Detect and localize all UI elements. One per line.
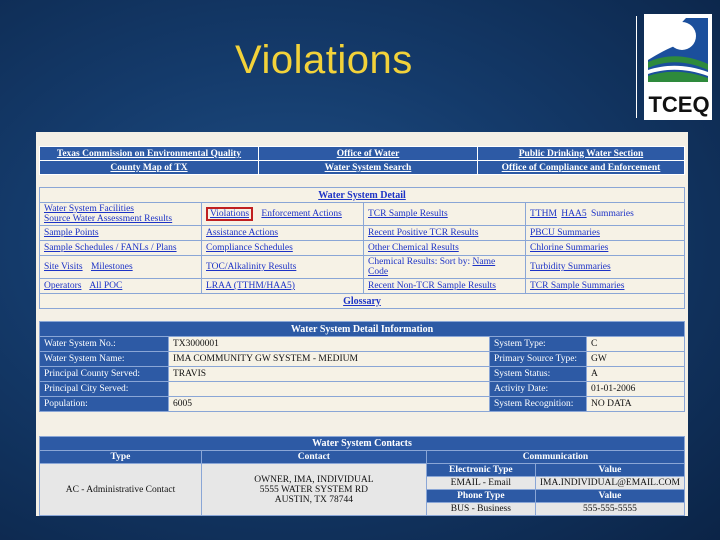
nav-office-of-water-link[interactable]: Office of Water (259, 147, 478, 161)
email-value: IMA.INDIVIDUAL@EMAIL.COM (535, 477, 684, 490)
link-sample-points[interactable]: Sample Points (40, 226, 202, 241)
info-label: Activity Date: (490, 382, 587, 397)
info-value: GW (587, 352, 685, 367)
link-sort-code[interactable]: Code (368, 267, 389, 277)
table-row (40, 337, 685, 352)
link-tcr-sample-summaries[interactable]: TCR Sample Summaries (526, 279, 685, 294)
nav-county-map-link[interactable]: County Map of TX (40, 161, 259, 175)
link-sample-schedules[interactable]: Sample Schedules / FANLs / Plans (40, 241, 202, 256)
link-violations[interactable]: Violations (206, 207, 253, 221)
phone-value: 555-555-5555 (535, 503, 684, 516)
info-label: Water System Name: (40, 352, 169, 367)
info-label: Population: (40, 397, 169, 412)
detail-cell-chemical-results (364, 256, 526, 279)
detail-cell-violations (202, 203, 364, 226)
nav-pdws-link[interactable]: Public Drinking Water Section (478, 147, 685, 161)
link-assistance-actions[interactable]: Assistance Actions (202, 226, 364, 241)
link-glossary[interactable]: Glossary (40, 294, 685, 309)
info-value: TX3000001 (169, 337, 490, 352)
contact-details (201, 464, 426, 516)
info-label: Principal County Served: (40, 367, 169, 382)
info-value: C (587, 337, 685, 352)
info-label: System Type: (490, 337, 587, 352)
detail-information-table (39, 321, 685, 412)
contact-city: AUSTIN, TX 78744 (274, 494, 353, 505)
detail-cell-summaries (526, 203, 685, 226)
link-water-system-facilities[interactable]: Water System Facilities (44, 204, 134, 214)
nav-compliance-enforcement-link[interactable]: Office of Compliance and Enforcement (478, 161, 685, 175)
top-nav (39, 146, 685, 175)
screenshot-panel (36, 132, 688, 516)
info-value: TRAVIS (169, 367, 490, 382)
link-haa5[interactable]: HAA5 (561, 209, 587, 219)
summaries-label: Summaries (591, 209, 634, 219)
phone-type-header: Phone Type (426, 490, 535, 503)
chemical-results-label: Chemical Results: Sort by: (368, 257, 471, 267)
phone-type: BUS - Business (426, 503, 535, 516)
info-value: A (587, 367, 685, 382)
slide-title: Violations (235, 38, 413, 82)
info-value: IMA COMMUNITY GW SYSTEM - MEDIUM (169, 352, 490, 367)
detail-cell-operators (40, 279, 202, 294)
phone-value-header: Value (535, 490, 684, 503)
contact-address: 5555 WATER SYSTEM RD (259, 484, 369, 495)
nav-water-system-search-link[interactable]: Water System Search (259, 161, 478, 175)
info-value: 01-01-2006 (587, 382, 685, 397)
col-type-header: Type (40, 451, 202, 464)
link-enforcement-actions[interactable]: Enforcement Actions (261, 209, 342, 219)
info-label: System Status: (490, 367, 587, 382)
contact-type: AC - Administrative Contact (40, 464, 202, 516)
value-header: Value (535, 464, 684, 477)
link-tthm[interactable]: TTHM (530, 209, 557, 219)
logo-divider (636, 16, 637, 118)
nav-tceq-link[interactable]: Texas Commission on Environmental Quality (40, 147, 259, 161)
contacts-table (39, 436, 685, 516)
link-other-chemical-results[interactable]: Other Chemical Results (364, 241, 526, 256)
info-value: 6005 (169, 397, 490, 412)
link-chlorine-summaries[interactable]: Chlorine Summaries (526, 241, 685, 256)
link-turbidity-summaries[interactable]: Turbidity Summaries (526, 256, 685, 279)
link-milestones[interactable]: Milestones (90, 262, 133, 272)
table-row (40, 397, 685, 412)
tceq-logo (644, 14, 712, 120)
link-lraa[interactable]: LRAA (TTHM/HAA5) (202, 279, 364, 294)
water-system-detail-links (39, 187, 685, 309)
contact-name: OWNER, IMA, INDIVIDUAL (254, 474, 374, 485)
info-value: NO DATA (587, 397, 685, 412)
detail-cell-site-visits (40, 256, 202, 279)
info-header: Water System Detail Information (40, 322, 685, 337)
detail-cell-facilities (40, 203, 202, 226)
link-operators[interactable]: Operators (44, 281, 82, 291)
link-recent-positive-tcr[interactable]: Recent Positive TCR Results (364, 226, 526, 241)
link-recent-non-tcr[interactable]: Recent Non-TCR Sample Results (364, 279, 526, 294)
info-label: Water System No.: (40, 337, 169, 352)
info-label: System Recognition: (490, 397, 587, 412)
link-pbcu-summaries[interactable]: PBCU Summaries (526, 226, 685, 241)
detail-header: Water System Detail (40, 188, 685, 203)
link-source-water-assessment[interactable]: Source Water Assessment Results (44, 214, 173, 224)
link-all-poc[interactable]: All POC (89, 281, 123, 291)
logo-text: TCEQ (648, 92, 710, 117)
link-toc-alkalinity[interactable]: TOC/Alkalinity Results (202, 256, 364, 279)
link-tcr-sample-results[interactable]: TCR Sample Results (364, 203, 526, 226)
electronic-type-header: Electronic Type (426, 464, 535, 477)
link-compliance-schedules[interactable]: Compliance Schedules (202, 241, 364, 256)
info-label: Principal City Served: (40, 382, 169, 397)
info-value (169, 382, 490, 397)
col-communication-header: Communication (426, 451, 684, 464)
link-site-visits[interactable]: Site Visits (44, 262, 83, 272)
info-label: Primary Source Type: (490, 352, 587, 367)
electronic-type: EMAIL - Email (426, 477, 535, 490)
table-row (40, 382, 685, 397)
table-row (40, 352, 685, 367)
link-sort-name[interactable]: Name (472, 257, 496, 267)
tceq-logo-graphic (646, 14, 712, 120)
col-contact-header: Contact (201, 451, 426, 464)
table-row (40, 367, 685, 382)
contacts-header: Water System Contacts (40, 437, 685, 451)
